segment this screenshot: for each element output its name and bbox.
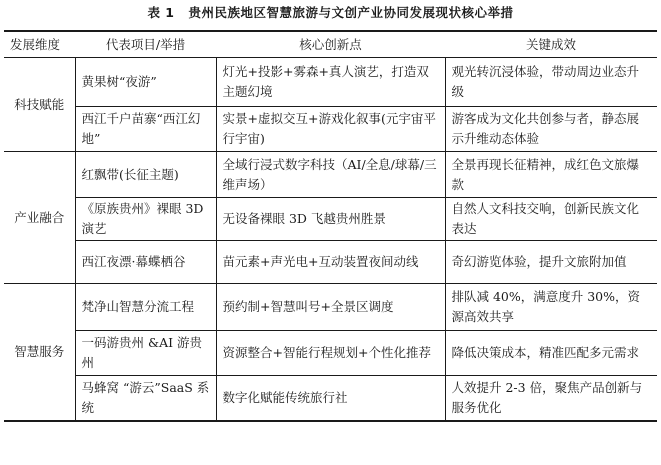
result-cell: 奇幻游览体验，提升文旅附加值 [445,241,657,284]
project-cell: 马蜂窝 “游云”SaaS 系统 [75,376,216,422]
table-row [4,331,657,376]
dimension-cell: 智慧服务 [4,284,75,422]
project-cell: 一码游贵州 &AI 游贵州 [75,331,216,376]
innovation-cell: 苗元素+声光电+互动装置夜间动线 [216,241,445,284]
result-cell: 全景再现长征精神，成红色文旅爆款 [445,152,657,198]
dimension-cell: 产业融合 [4,152,75,284]
header-project: 代表项目/举措 [75,31,216,58]
innovation-cell: 灯光+投影+雾森+真人演艺，打造双主题幻境 [216,58,445,107]
header-row [4,31,657,58]
innovation-cell: 全域行浸式数字科技（AI/全息/球幕/三维声场） [216,152,445,198]
project-cell: 梵净山智慧分流工程 [75,284,216,331]
table-row [4,241,657,284]
table-title: 贵州民族地区智慧旅游与文创产业协同发展现状核心举措 [188,5,514,20]
result-cell: 游客成为文化共创参与者，静态展示升维动态体验 [445,107,657,152]
data-table [4,30,657,422]
innovation-cell: 数字化赋能传统旅行社 [216,376,445,422]
header-innovation: 核心创新点 [216,31,445,58]
table-number: 表 1 [147,5,175,20]
project-cell: 红飘带(长征主题) [75,152,216,198]
innovation-cell: 实景+虚拟交互+游戏化叙事(元宇宙平行宇宙) [216,107,445,152]
table-row [4,58,657,107]
table-row [4,198,657,241]
innovation-cell: 无设备裸眼 3D 飞越贵州胜景 [216,198,445,241]
project-cell: 黄果树“夜游” [75,58,216,107]
table-row [4,107,657,152]
result-cell: 排队减 40%，满意度升 30%，资源高效共享 [445,284,657,331]
header-dimension: 发展维度 [4,31,75,58]
table-row [4,152,657,198]
result-cell: 降低决策成本，精准匹配多元需求 [445,331,657,376]
result-cell: 人效提升 2-3 倍，聚焦产品创新与服务优化 [445,376,657,422]
result-cell: 观光转沉浸体验，带动周边业态升级 [445,58,657,107]
project-cell: 西江千户苗寨“西江幻地” [75,107,216,152]
innovation-cell: 预约制+智慧叫号+全景区调度 [216,284,445,331]
dimension-cell: 科技赋能 [4,58,75,152]
table-row [4,376,657,422]
innovation-cell: 资源整合+智能行程规划+个性化推荐 [216,331,445,376]
project-cell: 西江夜漂·幕蝶栖谷 [75,241,216,284]
header-result: 关键成效 [445,31,657,58]
project-cell: 《原族贵州》裸眼 3D 演艺 [75,198,216,241]
table-caption [0,0,661,28]
table-row [4,284,657,331]
result-cell: 自然人文科技交响，创新民族文化表达 [445,198,657,241]
